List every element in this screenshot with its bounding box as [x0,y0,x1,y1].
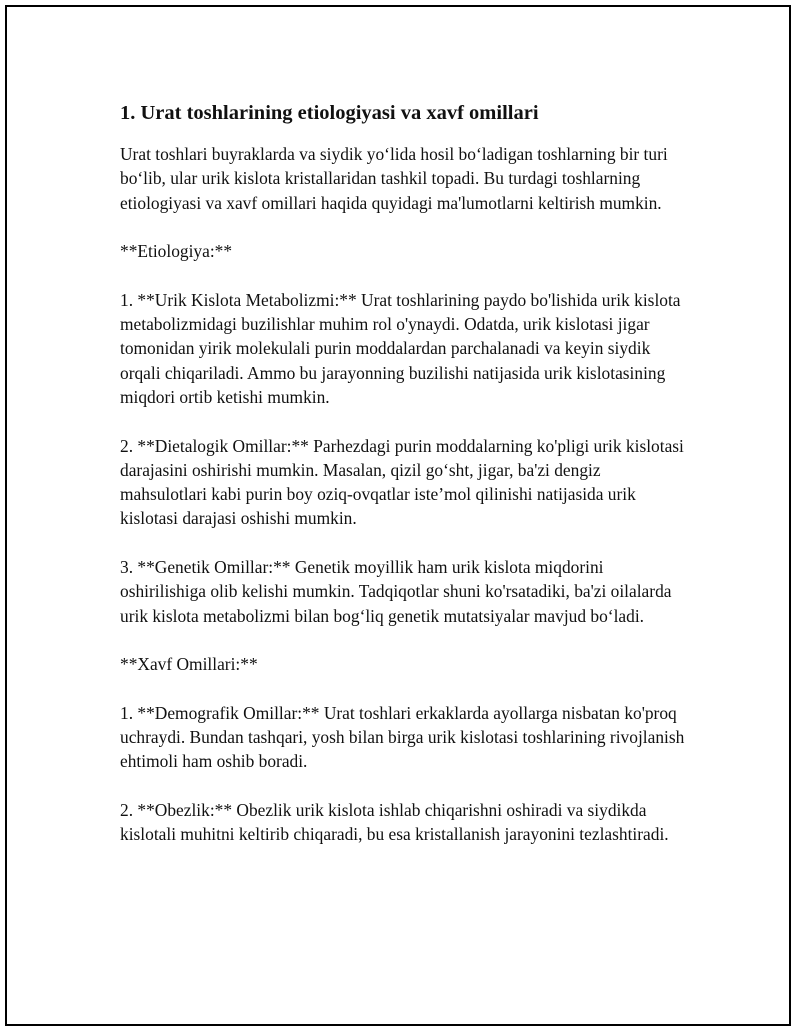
etiology-item-metabolism: 1. **Urik Kislota Metabolizmi:** Urat toshlarining paydo bo'lishida urik kislota metabolizmidagi buzilishlar muhim rol o'ynaydi. Odatda, urik kislotasi jigar tomonidan yirik molekulali purin moddalardan parchalanadi va keyin siydik orqali chiqariladi. Ammo bu jarayonning buzilishi natijasida urik kislotasining miqdori ortib ketishi mumkin. [120,289,681,407]
page-frame [5,5,791,1026]
risk-item-demographic: 1. **Demografik Omillar:** Urat toshlari erkaklarda ayollarga nisbatan ko'proq uchraydi. Bundan tashqari, yosh bilan birga urik kislotasi toshlarining rivojlanish ehtimoli ham oshib boradi. [120,702,685,772]
section-title: 1. Urat toshlarining etiologiyasi va xavf omillari [120,102,539,124]
etiology-item-genetic: 3. **Genetik Omillar:** Genetik moyillik ham urik kislota miqdorini oshirilishiga olib kelishi mumkin. Tadqiqotlar shuni ko'rsatadiki, ba'zi oilalarda urik kislota metabolizmi bilan bog‘liq genetik mutatsiyalar mavjud bo‘ladi. [120,557,672,626]
intro-paragraph: Urat toshlari buyraklarda va siydik yo‘lida hosil bo‘ladigan toshlarning bir turi bo‘lib, ular urik kislota kristallaridan tashkil topadi. Bu turdagi toshlarning etiologiyasi va xavf omillari haqida quyidagi ma'lumotlarni keltirish mumkin. [120,144,668,213]
etiology-heading: **Etiologiya:** [120,241,233,262]
etiology-item-diet: 2. **Dietalogik Omillar:** Parhezdagi purin moddalarning ko'pligi urik kislotasi darajasini oshirishi mumkin. Masalan, qizil go‘sht, jigar, ba'zi dengiz mahsulotlari kabi purin boy oziq-ovqatlar iste’mol qilinishi natijasida urik kislotasi darajasi oshishi mumkin. [120,435,684,529]
document-body [120,99,690,847]
risk-factors-heading: **Xavf Omillari:** [120,654,258,675]
risk-item-obesity: 2. **Obezlik:** Obezlik urik kislota ishlab chiqarishni oshiradi va siydikda kislotali muhitni keltirib chiqaradi, bu esa kristallanish jarayonini tezlashtiradi. [120,800,669,845]
